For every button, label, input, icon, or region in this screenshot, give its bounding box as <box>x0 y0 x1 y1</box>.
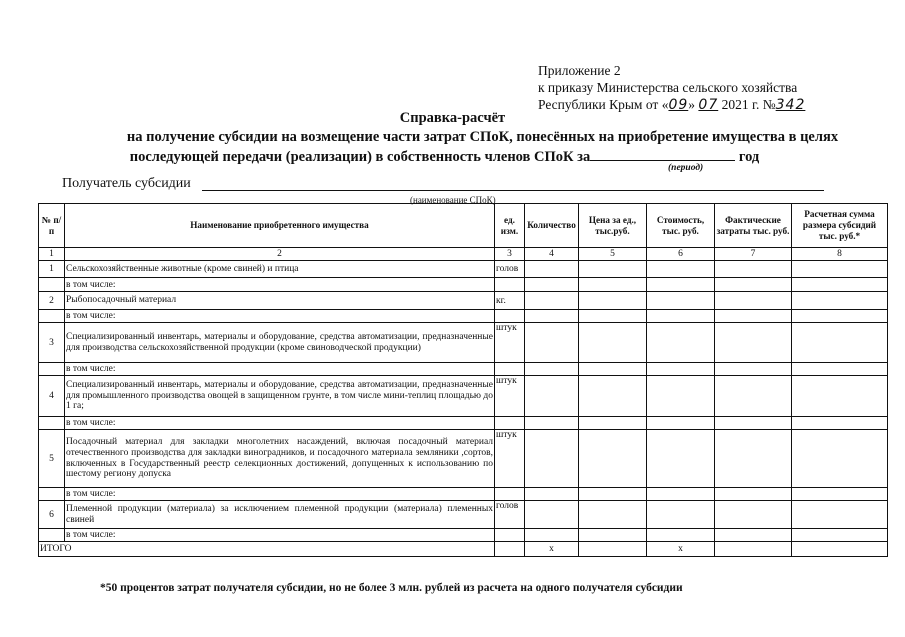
empty-cell <box>39 363 65 376</box>
cell-price[interactable] <box>579 363 647 376</box>
cell-price[interactable] <box>579 376 647 417</box>
cell-subsidy[interactable] <box>792 529 888 542</box>
cell-price[interactable] <box>579 430 647 488</box>
colnum-7: 7 <box>715 248 792 261</box>
row-num: 1 <box>39 261 65 278</box>
cell-subsidy[interactable] <box>792 261 888 278</box>
cell-subsidy[interactable] <box>792 488 888 501</box>
cell-unit[interactable] <box>495 488 525 501</box>
table-row <box>39 323 888 363</box>
total-cost: x <box>647 542 715 557</box>
cell-qty[interactable] <box>525 417 579 430</box>
subsidy-table <box>38 203 888 557</box>
appendix-year: 2021 г. № <box>721 97 776 112</box>
table-row <box>39 430 888 488</box>
cell-qty[interactable] <box>525 529 579 542</box>
cell-subsidy[interactable] <box>792 310 888 323</box>
header-name: Наименование приобретенного имущества <box>65 204 495 248</box>
appendix-number: 342 <box>775 97 806 113</box>
row-num: 2 <box>39 292 65 310</box>
cell-actual[interactable] <box>715 261 792 278</box>
cell-price[interactable] <box>579 488 647 501</box>
cell-actual[interactable] <box>715 292 792 310</box>
cell-actual[interactable] <box>715 501 792 529</box>
including-label: в том числе: <box>65 417 495 430</box>
cell-cost[interactable] <box>647 310 715 323</box>
including-label: в том числе: <box>65 529 495 542</box>
header-price: Цена за ед., тыс.руб. <box>579 204 647 248</box>
including-row <box>39 278 888 292</box>
cell-unit[interactable] <box>495 310 525 323</box>
table-row <box>39 292 888 310</box>
total-price[interactable] <box>579 542 647 557</box>
appendix-date-mid: » <box>688 97 696 112</box>
doc-subtitle: на получение субсидии на возмещение части затрат СПоК, понесённых на приобретение имущества в целях <box>126 129 839 145</box>
including-row <box>39 488 888 501</box>
cell-subsidy[interactable] <box>792 278 888 292</box>
header-num: № п/п <box>39 204 65 248</box>
column-number-row <box>39 248 888 261</box>
row-name: Рыбопосадочный материал <box>65 292 495 310</box>
cell-unit[interactable] <box>495 417 525 430</box>
appendix-day: 09 <box>668 97 689 113</box>
cell-qty[interactable] <box>525 488 579 501</box>
cell-unit[interactable] <box>495 278 525 292</box>
subtitle-line3-text: последующей передачи (реализации) в собственность членов СПоК за <box>129 149 591 165</box>
total-row <box>39 542 888 557</box>
period-caption: (период) <box>668 163 704 173</box>
header-qty: Количество <box>525 204 579 248</box>
colnum-1: 1 <box>39 248 65 261</box>
header-unit: ед. изм. <box>495 204 525 248</box>
total-unit <box>495 542 525 557</box>
appendix-date-prefix: Республики Крым от « <box>538 97 669 112</box>
appendix-line1: Приложение 2 <box>538 63 621 78</box>
cell-price[interactable] <box>579 278 647 292</box>
row-unit: штук <box>495 430 525 488</box>
cell-price[interactable] <box>579 417 647 430</box>
header-cost: Стоимость, тыс. руб. <box>647 204 715 248</box>
subtitle-year-suffix: год <box>738 149 760 165</box>
recipient-label: Получатель субсидии <box>62 176 191 191</box>
row-unit: кг. <box>495 292 525 310</box>
cell-price[interactable] <box>579 501 647 529</box>
appendix-month: 07 <box>698 97 719 113</box>
doc-subtitle-line3 <box>0 147 897 166</box>
colnum-6: 6 <box>647 248 715 261</box>
cell-cost[interactable] <box>647 292 715 310</box>
cell-actual[interactable] <box>715 323 792 363</box>
colnum-2: 2 <box>65 248 495 261</box>
cell-actual[interactable] <box>715 376 792 417</box>
cell-actual[interactable] <box>715 310 792 323</box>
row-unit: штук <box>495 323 525 363</box>
row-unit: голов <box>495 261 525 278</box>
cell-cost[interactable] <box>647 278 715 292</box>
cell-qty[interactable] <box>525 310 579 323</box>
cell-price[interactable] <box>579 310 647 323</box>
colnum-8: 8 <box>792 248 888 261</box>
row-name: Племенной продукции (материала) за исключением племенной продукции (материала) племенных свиней <box>65 501 495 529</box>
cell-subsidy[interactable] <box>792 292 888 310</box>
cell-qty[interactable] <box>525 292 579 310</box>
cell-qty[interactable] <box>525 430 579 488</box>
empty-cell <box>39 278 65 292</box>
period-blank[interactable] <box>590 147 735 161</box>
colnum-3: 3 <box>495 248 525 261</box>
row-unit: штук <box>495 376 525 417</box>
row-name: Специализированный инвентарь, материалы и оборудование, средства автоматизации, предназначенные для производства сельскохозяйственной продукции (кроме свиноводческой продукции) <box>65 323 495 363</box>
cell-unit[interactable] <box>495 363 525 376</box>
cell-subsidy[interactable] <box>792 417 888 430</box>
including-label: в том числе: <box>65 278 495 292</box>
cell-cost[interactable] <box>647 323 715 363</box>
cell-cost[interactable] <box>647 488 715 501</box>
including-row <box>39 417 888 430</box>
including-row <box>39 310 888 323</box>
cell-qty[interactable] <box>525 363 579 376</box>
cell-cost[interactable] <box>647 376 715 417</box>
cell-qty[interactable] <box>525 323 579 363</box>
total-actual[interactable] <box>715 542 792 557</box>
row-unit: голов <box>495 501 525 529</box>
cell-cost[interactable] <box>647 501 715 529</box>
row-num: 3 <box>39 323 65 363</box>
footnote: *50 процентов затрат получателя субсидии, но не более 3 млн. рублей из расчета на одного получателя субсидии <box>100 582 683 594</box>
colnum-4: 4 <box>525 248 579 261</box>
total-label: ИТОГО <box>39 542 495 557</box>
including-label: в том числе: <box>65 488 495 501</box>
empty-cell <box>39 417 65 430</box>
cell-actual[interactable] <box>715 417 792 430</box>
cell-qty[interactable] <box>525 278 579 292</box>
appendix-block <box>538 62 805 114</box>
including-row <box>39 529 888 542</box>
header-subsidy: Расчетная сумма размера субсидий тыс. руб.* <box>792 204 888 248</box>
recipient-row <box>62 176 191 192</box>
including-label: в том числе: <box>65 363 495 376</box>
cell-subsidy[interactable] <box>792 430 888 488</box>
cell-actual[interactable] <box>715 430 792 488</box>
cell-actual[interactable] <box>715 529 792 542</box>
row-name: Сельскохозяйственные животные (кроме свиней) и птица <box>65 261 495 278</box>
empty-cell <box>39 488 65 501</box>
cell-qty[interactable] <box>525 501 579 529</box>
cell-price[interactable] <box>579 529 647 542</box>
total-qty: x <box>525 542 579 557</box>
colnum-5: 5 <box>579 248 647 261</box>
total-subsidy[interactable] <box>792 542 888 557</box>
cell-price[interactable] <box>579 292 647 310</box>
cell-subsidy[interactable] <box>792 376 888 417</box>
cell-actual[interactable] <box>715 488 792 501</box>
recipient-name-caption: (наименование СПоК) <box>410 195 496 205</box>
table-row <box>39 261 888 278</box>
table-row <box>39 376 888 417</box>
empty-cell <box>39 310 65 323</box>
including-row <box>39 363 888 376</box>
row-num: 4 <box>39 376 65 417</box>
appendix-line2: к приказу Министерства сельского хозяйства <box>538 80 798 95</box>
row-name: Специализированный инвентарь, материалы и оборудование, средства автоматизации, предназначенные для промышленного производства овощей в защищенном грунте, в том числе мини-теплиц площадью до 1 га; <box>65 376 495 417</box>
cell-actual[interactable] <box>715 363 792 376</box>
cell-unit[interactable] <box>495 529 525 542</box>
row-num: 5 <box>39 430 65 488</box>
cell-subsidy[interactable] <box>792 323 888 363</box>
cell-qty[interactable] <box>525 376 579 417</box>
row-name: Посадочный материал для закладки многолетних насаждений, включая посадочный материал отечественного производства для закладки виноградников, и посадочного материала земляники ,сортов, включенных в Государственный реестр селекционных достижений, допущенных к использованию по шестому региону допуска <box>65 430 495 488</box>
row-num: 6 <box>39 501 65 529</box>
cell-price[interactable] <box>579 323 647 363</box>
table-row <box>39 501 888 529</box>
cell-price[interactable] <box>579 261 647 278</box>
cell-qty[interactable] <box>525 261 579 278</box>
recipient-name-line[interactable] <box>202 190 824 191</box>
cell-subsidy[interactable] <box>792 501 888 529</box>
cell-actual[interactable] <box>715 278 792 292</box>
cell-cost[interactable] <box>647 529 715 542</box>
doc-title: Справка-расчёт <box>399 110 506 126</box>
cell-cost[interactable] <box>647 261 715 278</box>
header-actual: Фактические затраты тыс. руб. <box>715 204 792 248</box>
cell-subsidy[interactable] <box>792 363 888 376</box>
empty-cell <box>39 529 65 542</box>
including-label: в том числе: <box>65 310 495 323</box>
cell-cost[interactable] <box>647 417 715 430</box>
cell-cost[interactable] <box>647 363 715 376</box>
table-header-row <box>39 204 888 248</box>
cell-cost[interactable] <box>647 430 715 488</box>
